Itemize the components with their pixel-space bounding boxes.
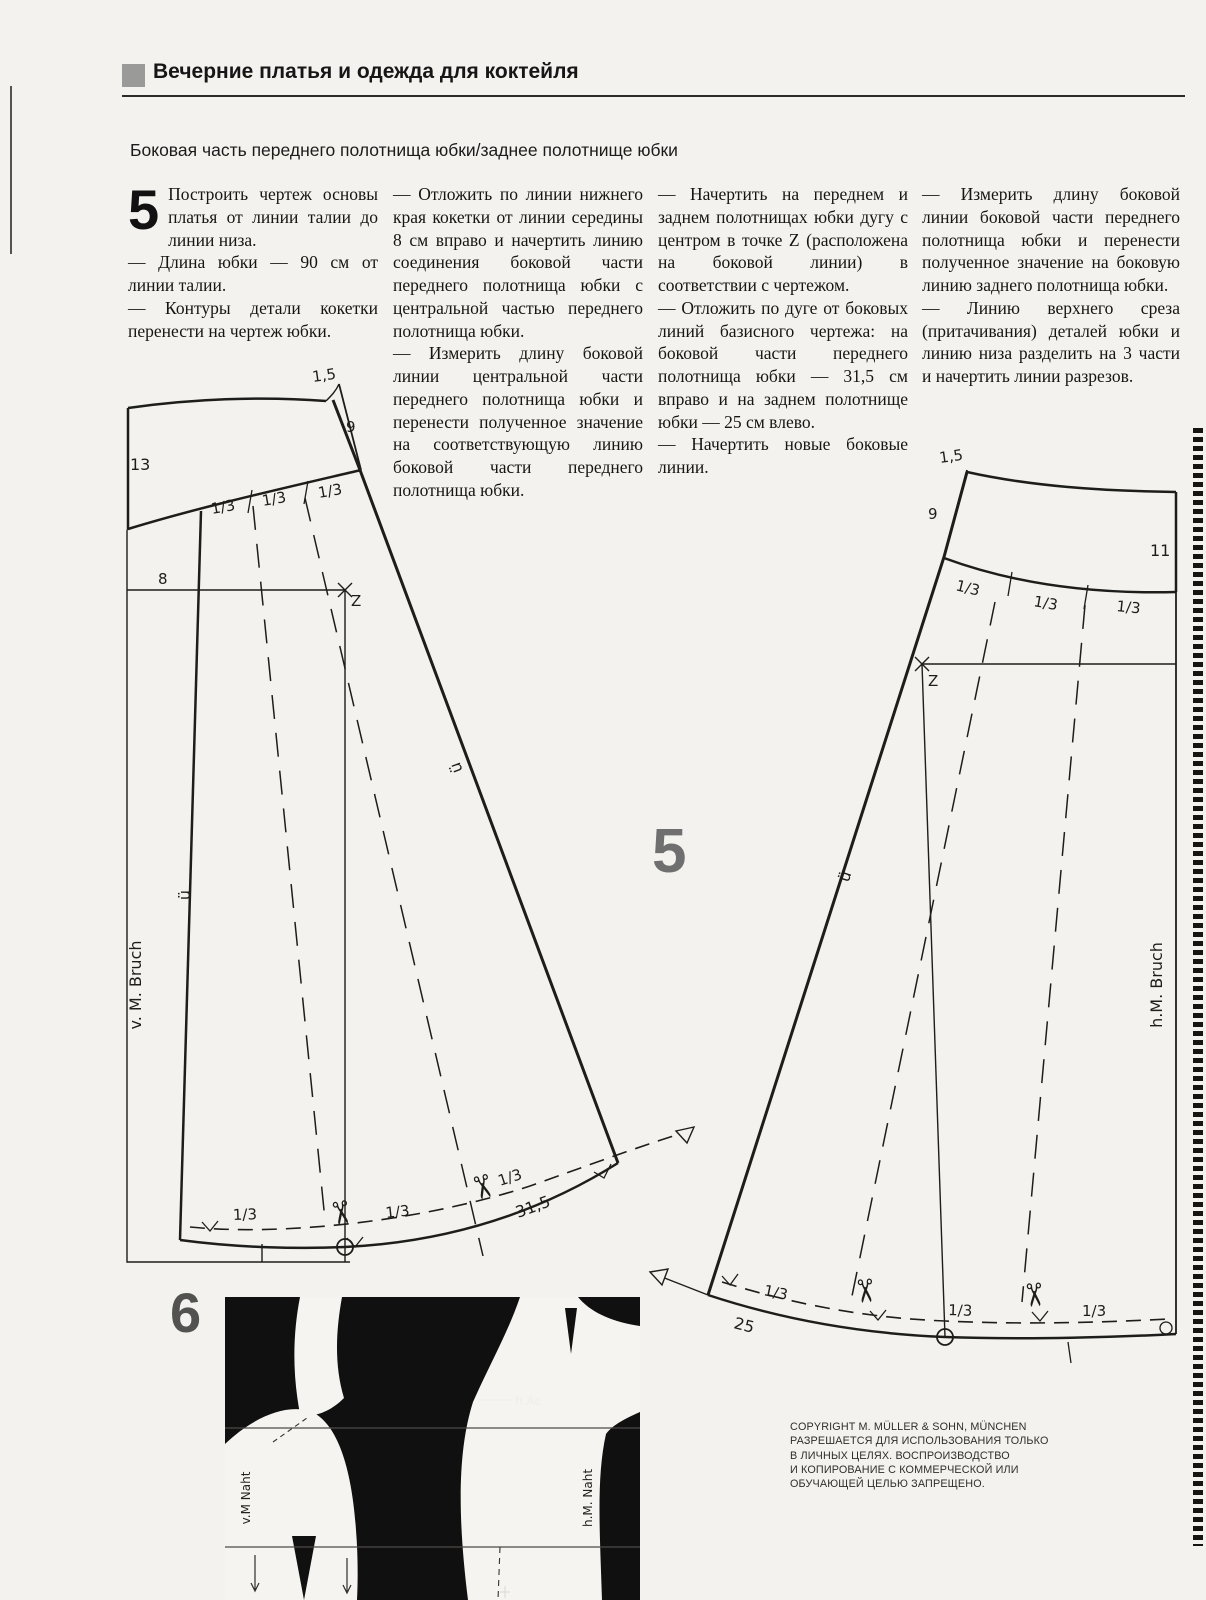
back-skirt-panel-diagram [650, 446, 1176, 1363]
yoke-tip-curve [326, 384, 339, 401]
instruction-paragraph: — Отложить по дуге от боковых линий базисного чертежа: на боковой части переднего полотнища юбки — 31,5 см вправо и на заднем полотнище юбки — 25 см влево. [658, 297, 908, 432]
instruction-paragraph: — Линию верхнего среза (притачивания) деталей юбки и линию низа разделить на 3 части и начертить линии разрезов. [922, 297, 1180, 386]
third-tick [248, 490, 252, 513]
hem-offset-dashed [190, 1133, 683, 1230]
fold-line-label: h.M. Bruch [1147, 942, 1166, 1028]
third-label: 1/3 [954, 576, 982, 600]
third-label: 1/3 [384, 1201, 411, 1222]
third-label: 1/3 [762, 1281, 790, 1304]
scissors-icon: ✂ [1013, 1280, 1055, 1311]
original-side-line [922, 664, 945, 1337]
page-edge-artifact [1193, 428, 1203, 1546]
panel-front-edge [180, 511, 201, 1240]
measure-13: 13 [130, 455, 151, 474]
ease-label: ü [834, 868, 856, 885]
h-ae-label: h.Ae [515, 1394, 542, 1408]
measure-1-5: 1,5 [938, 445, 965, 467]
panel-new-side-line [708, 472, 967, 1295]
third-label: 1/3 [495, 1165, 525, 1190]
third-label: 1/3 [1115, 597, 1142, 618]
cut-line-dashed [253, 506, 325, 1220]
hem-notch [1032, 1311, 1048, 1321]
hem-arrowhead [676, 1127, 694, 1143]
third-label: 1/3 [209, 496, 237, 518]
scissors-icon: ✂ [844, 1276, 886, 1307]
yoke-top-edge [128, 399, 326, 408]
instruction-paragraph: — Контуры детали кокетки перенести на чертеж юбки. [128, 297, 378, 341]
measure-9: 9 [928, 505, 938, 523]
back-center-seam-label: h.M. Naht [581, 1468, 595, 1528]
measure-31-5: 31,5 [512, 1191, 553, 1222]
front-center-seam-label: v.M Naht [239, 1471, 253, 1525]
measure-1-5: 1,5 [311, 364, 338, 386]
third-label: 1/3 [1082, 1302, 1107, 1320]
page-subtitle: Боковая часть переднего полотнища юбки/заднее полотнище юбки [130, 140, 678, 160]
point-z-label: Z [351, 592, 362, 610]
copyright-line: И КОПИРОВАНИЕ С КОММЕРЧЕСКОЙ ИЛИ [790, 1464, 1019, 1477]
figure-6-label: 6 [170, 1281, 202, 1344]
scan-line-artifact [10, 86, 12, 254]
copyright-line: В ЛИЧНЫХ ЦЕЛЯХ. ВОСПРОИЗВОДСТВО [790, 1449, 1010, 1462]
instruction-paragraph: — Измерить длину боковой линии боковой части переднего полотнища юбки и перенести полученное значение на боковую линию заднего полотнища юбки. [922, 184, 1180, 295]
step-intro-text: Построить чертеж основы платья от линии талии до линии низа. [168, 184, 378, 250]
step-number: 5 [128, 178, 160, 241]
measure-9: 9 [346, 418, 356, 436]
instruction-paragraph: — Длина юбки — 90 см от линии талии. [128, 252, 378, 295]
point-z-label: Z [928, 672, 939, 690]
measure-8: 8 [158, 570, 168, 588]
scissors-icon: ✂ [460, 1169, 505, 1206]
below-hem-tick [1068, 1342, 1071, 1363]
cut-line-dashed [1022, 605, 1085, 1302]
front-bodice-top [294, 1297, 344, 1415]
yoke-top-edge [967, 472, 1176, 492]
hem-arrowhead [650, 1269, 668, 1285]
instruction-paragraph: — Отложить по линии нижнего края кокетки от линии середины 8 см вправо и начертить линию соединения боковой части переднего полотнища юбки с центральной частью переднего полотнища юбки. [393, 184, 643, 341]
cut-line-dashed [305, 498, 483, 1256]
hem-extension-line [662, 1277, 708, 1295]
third-label: 1/3 [947, 1301, 973, 1320]
scissors-icon: ✂ [319, 1196, 362, 1230]
ease-label: ü [445, 759, 467, 776]
instruction-paragraph: — Измерить длину боковой линии центральной части переднего полотнища юбки и перенести полученное значение на соответствующую линию боковой части переднего полотнища юбки. [393, 343, 643, 500]
copyright-line: РАЗРЕШАЕТСЯ ДЛЯ ИСПОЛЬЗОВАНИЯ ТОЛЬКО [790, 1435, 1049, 1448]
draft-frame [127, 530, 350, 1262]
measure-11: 11 [1150, 541, 1171, 560]
third-tick [1008, 572, 1012, 596]
figure-5-label: 5 [652, 817, 687, 886]
copyright-block [790, 1420, 1130, 1492]
third-label: 1/3 [316, 480, 344, 502]
section-title: Вечерние платья и одежда для коктейля [153, 60, 579, 83]
front-skirt-panel-diagram [126, 365, 694, 1262]
measure-25: 25 [732, 1313, 757, 1337]
fold-line-label: v. M. Bruch [126, 940, 145, 1030]
third-label: 1/3 [260, 488, 288, 510]
copyright-line: COPYRIGHT M. MÜLLER & SOHN, MÜNCHEN [790, 1421, 1027, 1433]
third-label: 1/3 [232, 1205, 258, 1224]
figure-6-inverted-block [225, 1297, 640, 1600]
instruction-paragraph: — Начертить на переднем и заднем полотнищах юбки дугу с центром в точке Z (расположена на боковой линии) в соответствии с чертежом. [658, 184, 908, 295]
third-label: 1/3 [1032, 592, 1060, 615]
ease-label: ü [175, 889, 194, 901]
hem-corner-mark [1160, 1322, 1172, 1334]
copyright-line: ОБУЧАЮЩЕЙ ЦЕЛЬЮ ЗАПРЕЩЕНО. [790, 1478, 985, 1491]
panel-new-side-line [333, 400, 618, 1163]
instruction-paragraph: — Начертить новые боковые линии. [658, 434, 908, 477]
